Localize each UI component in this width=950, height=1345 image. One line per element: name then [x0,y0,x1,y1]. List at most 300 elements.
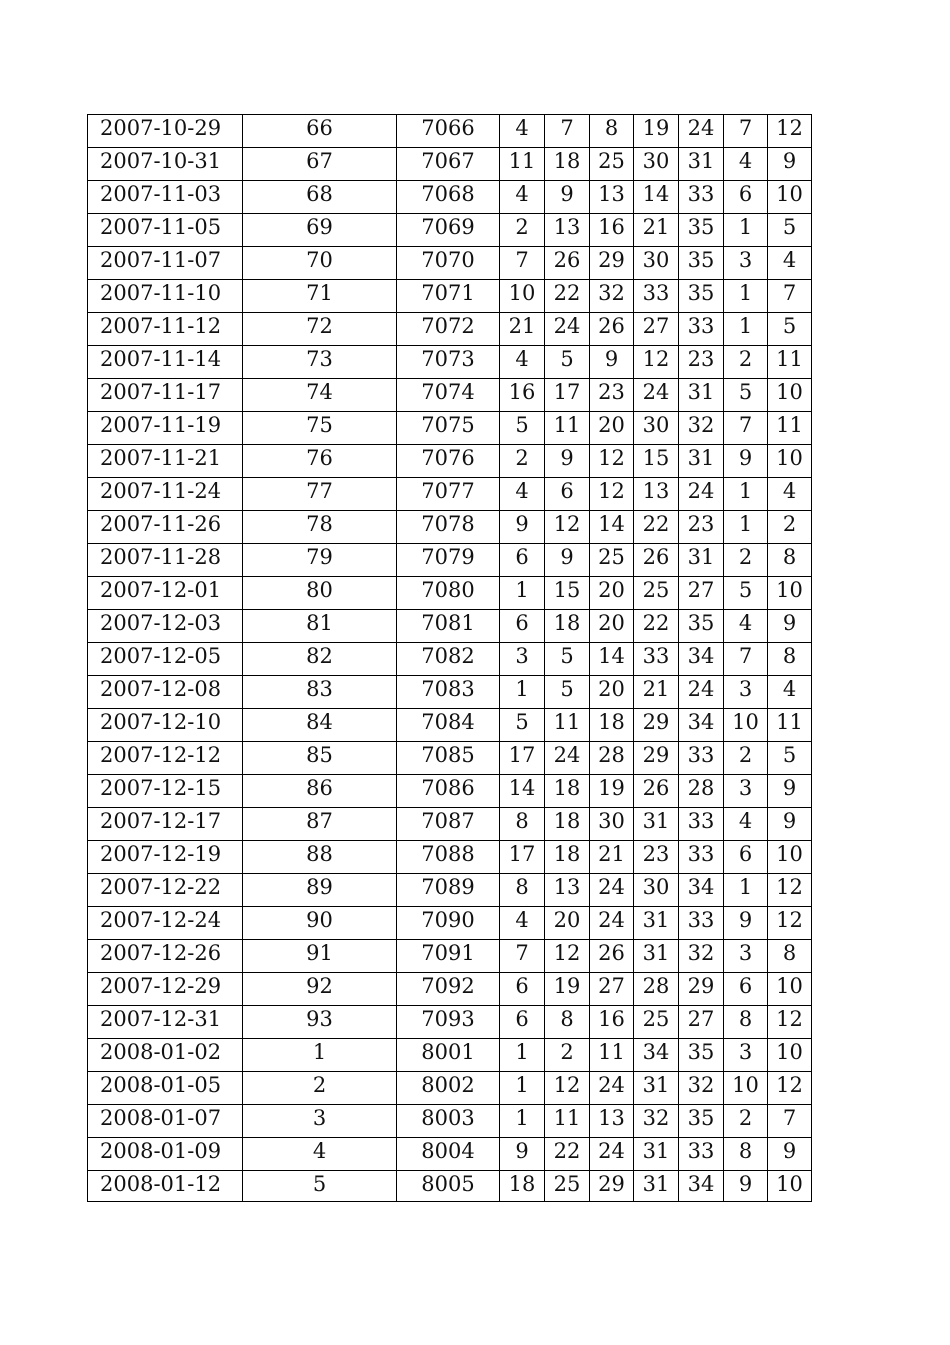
issue-number-cell: 8003 [397,1105,500,1138]
main-number-cell: 4 [500,907,545,940]
issue-number-cell: 7090 [397,907,500,940]
date-cell: 2007-11-21 [88,445,243,478]
bonus-number-cell: 9 [768,808,812,841]
table-row [88,1006,812,1039]
main-number-cell: 12 [634,346,679,379]
main-number-cell: 1 [500,1072,545,1105]
sequence-cell: 5 [243,1171,397,1202]
main-number-cell: 14 [590,643,634,676]
main-number-cell: 6 [500,610,545,643]
main-number-cell: 14 [634,181,679,214]
table-row [88,709,812,742]
main-number-cell: 17 [545,379,590,412]
main-number-cell: 26 [634,544,679,577]
main-number-cell: 9 [545,544,590,577]
sequence-cell: 84 [243,709,397,742]
table-row [88,181,812,214]
date-cell: 2007-11-10 [88,280,243,313]
sequence-cell: 66 [243,115,397,148]
main-number-cell: 24 [679,115,724,148]
main-number-cell: 4 [500,181,545,214]
main-number-cell: 2 [545,1039,590,1072]
main-number-cell: 19 [634,115,679,148]
main-number-cell: 31 [679,379,724,412]
main-number-cell: 34 [634,1039,679,1072]
bonus-number-cell: 12 [768,874,812,907]
bonus-number-cell: 3 [724,775,768,808]
table-row [88,610,812,643]
bonus-number-cell: 10 [768,841,812,874]
main-number-cell: 33 [679,181,724,214]
main-number-cell: 13 [590,181,634,214]
date-cell: 2007-10-29 [88,115,243,148]
bonus-number-cell: 2 [724,346,768,379]
main-number-cell: 33 [679,907,724,940]
main-number-cell: 7 [500,940,545,973]
table-row [88,940,812,973]
main-number-cell: 26 [590,940,634,973]
main-number-cell: 30 [634,874,679,907]
issue-number-cell: 7081 [397,610,500,643]
main-number-cell: 5 [545,643,590,676]
main-number-cell: 11 [500,148,545,181]
table-row [88,544,812,577]
main-number-cell: 24 [679,676,724,709]
main-number-cell: 31 [634,1171,679,1202]
main-number-cell: 27 [634,313,679,346]
sequence-cell: 73 [243,346,397,379]
sequence-cell: 88 [243,841,397,874]
bonus-number-cell: 4 [768,478,812,511]
bonus-number-cell: 10 [768,577,812,610]
sequence-cell: 85 [243,742,397,775]
main-number-cell: 6 [500,1006,545,1039]
bonus-number-cell: 5 [768,313,812,346]
main-number-cell: 31 [634,940,679,973]
bonus-number-cell: 2 [768,511,812,544]
bonus-number-cell: 10 [724,1072,768,1105]
bonus-number-cell: 10 [768,1039,812,1072]
bonus-number-cell: 9 [768,148,812,181]
issue-number-cell: 7074 [397,379,500,412]
bonus-number-cell: 6 [724,973,768,1006]
bonus-number-cell: 6 [724,181,768,214]
main-number-cell: 28 [590,742,634,775]
main-number-cell: 18 [500,1171,545,1202]
table-row [88,247,812,280]
bonus-number-cell: 5 [768,214,812,247]
table-row [88,115,812,148]
main-number-cell: 35 [679,1039,724,1072]
main-number-cell: 8 [590,115,634,148]
bonus-number-cell: 10 [724,709,768,742]
main-number-cell: 25 [634,577,679,610]
main-number-cell: 5 [500,709,545,742]
issue-number-cell: 7089 [397,874,500,907]
sequence-cell: 77 [243,478,397,511]
issue-number-cell: 7087 [397,808,500,841]
bonus-number-cell: 7 [768,280,812,313]
main-number-cell: 5 [545,676,590,709]
bonus-number-cell: 3 [724,676,768,709]
main-number-cell: 23 [679,346,724,379]
bonus-number-cell: 5 [724,379,768,412]
main-number-cell: 30 [634,247,679,280]
main-number-cell: 28 [634,973,679,1006]
main-number-cell: 33 [679,742,724,775]
bonus-number-cell: 7 [768,1105,812,1138]
issue-number-cell: 7093 [397,1006,500,1039]
date-cell: 2007-12-26 [88,940,243,973]
date-cell: 2007-12-17 [88,808,243,841]
main-number-cell: 3 [500,643,545,676]
sequence-cell: 1 [243,1039,397,1072]
sequence-cell: 76 [243,445,397,478]
main-number-cell: 35 [679,214,724,247]
bonus-number-cell: 11 [768,346,812,379]
main-number-cell: 35 [679,280,724,313]
table-row [88,148,812,181]
issue-number-cell: 7068 [397,181,500,214]
sequence-cell: 81 [243,610,397,643]
table-row [88,973,812,1006]
main-number-cell: 4 [500,478,545,511]
main-number-cell: 2 [500,214,545,247]
bonus-number-cell: 10 [768,973,812,1006]
main-number-cell: 6 [500,544,545,577]
main-number-cell: 17 [500,841,545,874]
bonus-number-cell: 1 [724,511,768,544]
sequence-cell: 89 [243,874,397,907]
sequence-cell: 67 [243,148,397,181]
main-number-cell: 25 [590,544,634,577]
main-number-cell: 29 [590,247,634,280]
table-body [88,115,812,1202]
issue-number-cell: 8002 [397,1072,500,1105]
table-row [88,280,812,313]
main-number-cell: 34 [679,1171,724,1202]
main-number-cell: 15 [634,445,679,478]
main-number-cell: 32 [634,1105,679,1138]
main-number-cell: 26 [634,775,679,808]
bonus-number-cell: 9 [768,610,812,643]
main-number-cell: 21 [634,676,679,709]
table-row [88,313,812,346]
bonus-number-cell: 1 [724,874,768,907]
date-cell: 2007-11-07 [88,247,243,280]
table-row [88,841,812,874]
main-number-cell: 24 [545,313,590,346]
bonus-number-cell: 9 [768,775,812,808]
table-row [88,445,812,478]
table-row [88,346,812,379]
sequence-cell: 87 [243,808,397,841]
date-cell: 2007-12-05 [88,643,243,676]
main-number-cell: 33 [679,808,724,841]
main-number-cell: 23 [634,841,679,874]
main-number-cell: 25 [634,1006,679,1039]
main-number-cell: 18 [545,775,590,808]
main-number-cell: 25 [590,148,634,181]
bonus-number-cell: 1 [724,478,768,511]
main-number-cell: 11 [545,1105,590,1138]
main-number-cell: 9 [500,1138,545,1171]
main-number-cell: 12 [590,478,634,511]
table-row [88,808,812,841]
bonus-number-cell: 10 [768,181,812,214]
bonus-number-cell: 1 [724,280,768,313]
bonus-number-cell: 2 [724,1105,768,1138]
issue-number-cell: 7079 [397,544,500,577]
main-number-cell: 24 [590,907,634,940]
bonus-number-cell: 9 [768,1138,812,1171]
main-number-cell: 33 [679,313,724,346]
bonus-number-cell: 3 [724,247,768,280]
sequence-cell: 2 [243,1072,397,1105]
main-number-cell: 10 [500,280,545,313]
main-number-cell: 33 [679,1138,724,1171]
main-number-cell: 22 [634,511,679,544]
main-number-cell: 1 [500,577,545,610]
main-number-cell: 24 [590,1072,634,1105]
main-number-cell: 29 [679,973,724,1006]
bonus-number-cell: 4 [724,148,768,181]
bonus-number-cell: 12 [768,115,812,148]
main-number-cell: 27 [679,577,724,610]
table-row [88,1105,812,1138]
sequence-cell: 82 [243,643,397,676]
main-number-cell: 18 [590,709,634,742]
issue-number-cell: 7067 [397,148,500,181]
main-number-cell: 7 [545,115,590,148]
bonus-number-cell: 2 [724,742,768,775]
table-row [88,379,812,412]
main-number-cell: 5 [500,412,545,445]
main-number-cell: 16 [590,214,634,247]
issue-number-cell: 7091 [397,940,500,973]
sequence-cell: 3 [243,1105,397,1138]
bonus-number-cell: 10 [768,1171,812,1202]
main-number-cell: 9 [545,445,590,478]
main-number-cell: 29 [590,1171,634,1202]
main-number-cell: 29 [634,709,679,742]
sequence-cell: 91 [243,940,397,973]
issue-number-cell: 7085 [397,742,500,775]
issue-number-cell: 7076 [397,445,500,478]
main-number-cell: 33 [634,280,679,313]
main-number-cell: 24 [545,742,590,775]
bonus-number-cell: 8 [768,544,812,577]
bonus-number-cell: 10 [768,445,812,478]
main-number-cell: 29 [634,742,679,775]
date-cell: 2007-12-12 [88,742,243,775]
main-number-cell: 12 [545,1072,590,1105]
main-number-cell: 19 [590,775,634,808]
main-number-cell: 22 [634,610,679,643]
table-row [88,478,812,511]
main-number-cell: 8 [545,1006,590,1039]
issue-number-cell: 8004 [397,1138,500,1171]
main-number-cell: 27 [590,973,634,1006]
bonus-number-cell: 11 [768,709,812,742]
date-cell: 2007-11-14 [88,346,243,379]
main-number-cell: 34 [679,709,724,742]
bonus-number-cell: 8 [768,940,812,973]
bonus-number-cell: 1 [724,313,768,346]
table-row [88,742,812,775]
date-cell: 2007-11-24 [88,478,243,511]
date-cell: 2007-12-24 [88,907,243,940]
main-number-cell: 32 [590,280,634,313]
date-cell: 2007-12-15 [88,775,243,808]
sequence-cell: 83 [243,676,397,709]
issue-number-cell: 7069 [397,214,500,247]
main-number-cell: 21 [500,313,545,346]
table-row [88,907,812,940]
main-number-cell: 16 [590,1006,634,1039]
issue-number-cell: 7078 [397,511,500,544]
issue-number-cell: 7084 [397,709,500,742]
issue-number-cell: 8001 [397,1039,500,1072]
bonus-number-cell: 4 [724,610,768,643]
date-cell: 2007-11-19 [88,412,243,445]
main-number-cell: 6 [500,973,545,1006]
sequence-cell: 75 [243,412,397,445]
date-cell: 2007-12-03 [88,610,243,643]
main-number-cell: 32 [679,1072,724,1105]
main-number-cell: 18 [545,610,590,643]
issue-number-cell: 7066 [397,115,500,148]
table-row [88,214,812,247]
main-number-cell: 20 [590,610,634,643]
bonus-number-cell: 11 [768,412,812,445]
bonus-number-cell: 9 [724,1171,768,1202]
table-row [88,1039,812,1072]
main-number-cell: 20 [590,412,634,445]
main-number-cell: 9 [500,511,545,544]
main-number-cell: 1 [500,1105,545,1138]
main-number-cell: 27 [679,1006,724,1039]
table-row [88,412,812,445]
bonus-number-cell: 7 [724,115,768,148]
main-number-cell: 20 [590,676,634,709]
date-cell: 2007-11-05 [88,214,243,247]
sequence-cell: 71 [243,280,397,313]
table-row [88,676,812,709]
sequence-cell: 86 [243,775,397,808]
date-cell: 2007-11-03 [88,181,243,214]
date-cell: 2007-12-22 [88,874,243,907]
main-number-cell: 11 [545,412,590,445]
main-number-cell: 2 [500,445,545,478]
main-number-cell: 26 [545,247,590,280]
bonus-number-cell: 7 [724,412,768,445]
table-row [88,511,812,544]
main-number-cell: 25 [545,1171,590,1202]
table-row [88,577,812,610]
main-number-cell: 11 [590,1039,634,1072]
bonus-number-cell: 8 [768,643,812,676]
main-number-cell: 18 [545,148,590,181]
sequence-cell: 79 [243,544,397,577]
table-row [88,874,812,907]
date-cell: 2007-11-26 [88,511,243,544]
issue-number-cell: 7071 [397,280,500,313]
main-number-cell: 23 [590,379,634,412]
date-cell: 2007-11-12 [88,313,243,346]
table-row [88,1072,812,1105]
main-number-cell: 5 [545,346,590,379]
issue-number-cell: 7073 [397,346,500,379]
main-number-cell: 35 [679,1105,724,1138]
table-row [88,1138,812,1171]
issue-number-cell: 7083 [397,676,500,709]
issue-number-cell: 7092 [397,973,500,1006]
main-number-cell: 22 [545,280,590,313]
date-cell: 2008-01-05 [88,1072,243,1105]
issue-number-cell: 7075 [397,412,500,445]
bonus-number-cell: 10 [768,379,812,412]
main-number-cell: 18 [545,808,590,841]
main-number-cell: 13 [634,478,679,511]
main-number-cell: 12 [590,445,634,478]
table-row [88,643,812,676]
main-number-cell: 32 [679,940,724,973]
bonus-number-cell: 4 [724,808,768,841]
date-cell: 2007-12-01 [88,577,243,610]
main-number-cell: 14 [500,775,545,808]
sequence-cell: 68 [243,181,397,214]
main-number-cell: 24 [634,379,679,412]
date-cell: 2007-12-19 [88,841,243,874]
main-number-cell: 30 [590,808,634,841]
date-cell: 2008-01-02 [88,1039,243,1072]
date-cell: 2007-10-31 [88,148,243,181]
main-number-cell: 33 [634,643,679,676]
main-number-cell: 12 [545,511,590,544]
sequence-cell: 70 [243,247,397,280]
main-number-cell: 31 [634,808,679,841]
main-number-cell: 31 [634,1072,679,1105]
main-number-cell: 6 [545,478,590,511]
bonus-number-cell: 6 [724,841,768,874]
draw-results-table [87,114,812,1202]
date-cell: 2008-01-09 [88,1138,243,1171]
main-number-cell: 24 [590,1138,634,1171]
issue-number-cell: 7086 [397,775,500,808]
main-number-cell: 32 [679,412,724,445]
main-number-cell: 13 [545,874,590,907]
bonus-number-cell: 7 [724,643,768,676]
main-number-cell: 17 [500,742,545,775]
bonus-number-cell: 3 [724,1039,768,1072]
main-number-cell: 33 [679,841,724,874]
main-number-cell: 9 [590,346,634,379]
main-number-cell: 4 [500,346,545,379]
bonus-number-cell: 1 [724,214,768,247]
main-number-cell: 24 [679,478,724,511]
sequence-cell: 93 [243,1006,397,1039]
date-cell: 2007-12-31 [88,1006,243,1039]
main-number-cell: 14 [590,511,634,544]
bonus-number-cell: 12 [768,1006,812,1039]
main-number-cell: 7 [500,247,545,280]
bonus-number-cell: 4 [768,676,812,709]
main-number-cell: 13 [545,214,590,247]
issue-number-cell: 7088 [397,841,500,874]
main-number-cell: 4 [500,115,545,148]
date-cell: 2007-12-29 [88,973,243,1006]
